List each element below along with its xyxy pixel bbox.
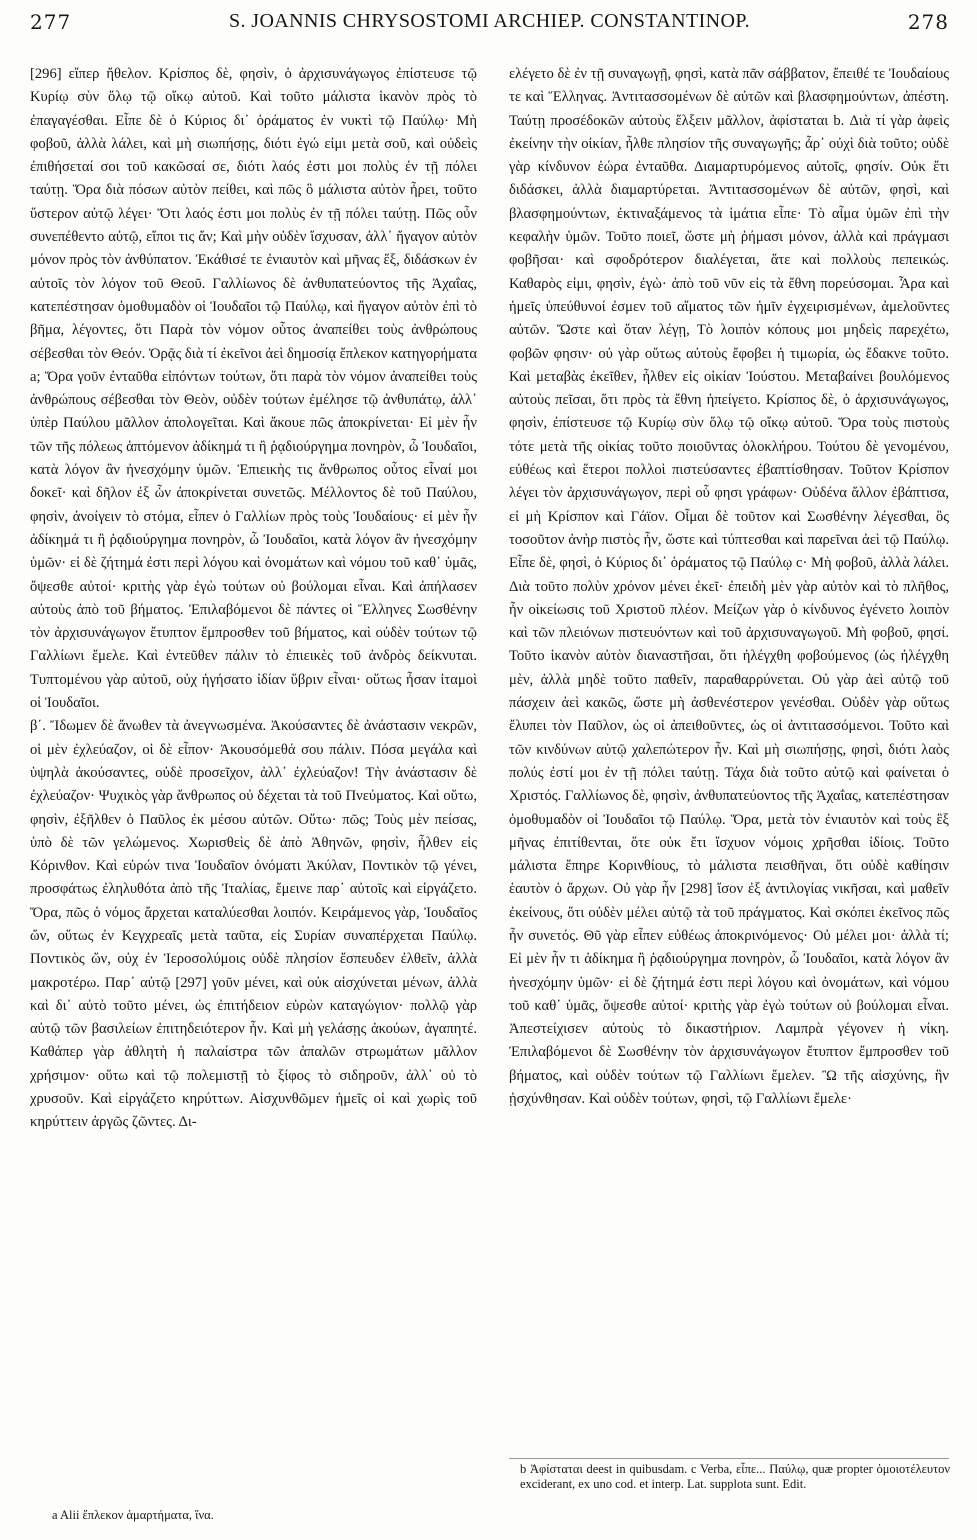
page-header — [30, 10, 949, 50]
right-paragraph-1: ελέγετο δὲ ἐν τῇ συναγωγῇ, φησὶ, κατὰ πᾶν σάββατον, ἔπειθέ τε Ἰουδαίους τε καὶ Ἕλληνας. Ἀντιτασσομένων δὲ αὐτῶν καὶ βλασφημούντων, ἀπέστη. Ταύτῃ προσέδοκῶν αὐτοὺς ἕλξειν μᾶλλον, ἀφίσταται b. Διὰ τί γὰρ ἀφεὶς ἐκείνην τὴν οἰκίαν, ἦλθε πλησίον τῆς συναγωγῆς; ἆρ᾽ οὐχὶ διὰ τοῦτο; οὐδὲ γὰρ κίνδυνον ἑώρα ἐνταῦθα. Διαμαρτυρόμενος αὐτοῖς, φησίν. Οὐκ ἔτι διδάσκει, ἀλλὰ διαμαρτύρεται. Ἀντιτασσομένων δὲ αὐτῶν, φησὶ, καὶ βλασφημούντων, ἐκτιναξάμενος τὰ ἱμάτια εἶπε· Τὸ αἷμα ὑμῶν ἐπὶ τὴν κεφαλὴν ὑμῶν. Τοῦτο ποιεῖ, ὥστε μὴ ῥήμασι μόνον, ἀλλὰ καὶ πράγμασι φοβῆσαι· καὶ σφοδρότερον διαλέγεται, ἅτε καὶ πολλοὺς πεπεικώς. Καθαρὸς εἰμι, φησὶν, ἐγὼ· ἀπὸ τοῦ νῦν εἰς τὰ ἔθνη πορεύσομαι. Ἆρα καὶ ἡμεῖς ὑπεύθυνοί ἐσμεν τοῦ αἵματος τῶν ἡμῖν ἐγχειρισμένων, ἀμελοῦντες αὐτῶν. Ὥστε καὶ ὅταν λέγῃ, Τὸ λοιπὸν κόπους μοι μηδεὶς παρεχέτω, φοβῶν φησιν· οὐ γὰρ οὕτως αὐτοὺς ἔφοβει ἡ τιμωρία, ὡς ἔδακνε τοῦτο. Καὶ μεταβὰς ἐκεῖθεν, ἦλθεν εἰς οἰκίαν Ἰούστου. Μεταβαίνει βουλόμενος αὐτοὺς πεῖσαι, ὅτι πρὸς τὰ ἔθνη ἡπείγετο. Κρίσπος δὲ, ὁ ἀρχισυνάγωγος, φησὶν, ἐπίστευσε τῷ Κυρίῳ σὺν ὅλῳ τῷ οἴκῳ αὐτοῦ. Ὅρα τοὺς πιστοὺς τότε μετὰ τῆς οἰκίας τοῦτο ποιοῦντας ὁλοκλήρου. Τούτου δὲ γενομένου, εὐθέως καὶ ἕτεροι πολλοὶ πιστεύσαντες ἐβαπτίσθησαν. Τοῦτον Κρίσπον λέγει τὸν ἀρχισυνάγωγον, περὶ οὗ φησι γράφων· Οὐδένα ἄλλον ἐβάπτισα, εἰ μὴ Κρίσπον καὶ Γάϊον. Οἶμαι δὲ τοῦτον καὶ Σωσθένην λέγεσθαι, ὃς τοσοῦτον ἀνὴρ πιστὸς ἦν, ὥστε καὶ τύπτεσθαι καὶ παρεῖναι ἀεὶ τῷ Παύλῳ. Εἶπε δὲ, φησὶ, ὁ Κύριος δι᾽ ὁράματος τῷ Παύλῳ c· Μὴ φοβοῦ, ἀλλὰ λάλει. Διὰ τοῦτο πολὺν χρόνον μένει ἐκεῖ· ἐπειδὴ μὲν γὰρ αὐτὸν καὶ τὸ πλῆθος, ἦν οἰκείωσις τοῦ Χριστοῦ πλέον. Μείζων γὰρ ὁ κίνδυνος ἐγένετο λοιπὸν καὶ τῶν πλειόνων πιστευόντων καὶ τοῦ ἀρχισυναγωγοῦ. Μὴ φοβοῦ, φησί. Τοῦτο ἱκανὸν αὐτὸν διαναστῆσαι, ὅτι ἠλέγχθη φοβούμενος (ὡς ἠλέγχθη μὲν, ἀλλὰ μηδὲ τοῦτο παθεῖν, παραθαρρύνεται. Οὐ γὰρ ἀεὶ αὐτῷ τοῦ πάσχειν ἀεὶ κακῶς, ὥστε μὴ ἀσθενέστερον γενέσθαι. Οὐδὲν γὰρ οὕτως ἔλυπει τὸν Παῦλον, ὡς οἱ ἀπειθοῦντες, ὡς οἱ ἀντιτασσόμενοι. Τοῦτο καὶ τῶν κινδύνων αὐτῷ χαλεπώτερον ἦν. Καὶ μὴ σιωπήσῃς, φησὶ, διότι λαὸς πολύς ἐστί μοι ἐν τῇ πόλει ταύτῃ. Τάχα διὰ τοῦτο αὐτῷ καὶ φαίνεται ὁ Χριστός. Γαλλίωνος δὲ, φησὶν, ἀνθυπατεύοντος τῆς Ἀχαΐας, κατεπέστησαν ὁμοθυμαδὸν οἱ Ἰουδαῖοι τῷ Παύλῳ. Ὅρα, μετὰ τὸν ἐνιαυτὸν καὶ τοὺς ἓξ μῆνας ἐπιτίθενται, ὅτε οὐκ ἔτι ἴσχυον νόμοις χρῆσθαι ἰδίοις. Τοῦτο μάλιστα ἔπηρε Κορινθίους, τὸ μάλιστα πεισθῆναι, ὅτι οὐδὲ καθίησιν ἑαυτὸν ὁ ἄρχων. Οὐ γὰρ ἦν [298] ἴσον ἐξ ἀντιλογίας νικῆσαι, καὶ μαθεῖν ἐκείνους, ὅτι οὐδὲν μέλει αὐτῷ τὰ τοῦ πράγματος. Καὶ σκόπει ἐκεῖνος πῶς ἦν συνετός. Θῦ γὰρ εἶπεν εὐθέως ἀποκρινόμενος· Οὐ μέλει μοι· ἀλλὰ τί; Εἰ μὲν ἦν τι ἀδίκημα ἢ ῥᾳδιούργημα πονηρὸν, ὦ Ἰουδαῖοι, κατὰ λόγον ἂν ἠνεσχόμην ὑμῶν· εἰ δὲ ζήτημά ἐστι περὶ λόγου καὶ ὀνομάτων, καὶ νόμου τοῦ καθ᾽ ὑμᾶς, ὄψεσθε αὐτοί· κριτὴς γὰρ ἐγὼ τούτων οὐ βούλομαι εἶναι. Ἀπεστείχισεν αὐτοὺς τὸ δικαστήριον. Λαμπρὰ γέγονεν ἡ νίκη. Ἐπιλαβόμενοι δὲ Σωσθένην τὸν ἀρχισυνάγωγον ἔτυπτον ἔμπροσθεν τοῦ βήματος, καὶ οὐδὲν τούτων τῷ Γαλλίωνι ἔμελεν. Ὢ τῆς αἰσχύνης, ἣν ᾐσχύνθησαν. Καὶ οὐδὲν τούτων, φησὶ, τῷ Γαλλίωνι ἔμελε· — [509, 66, 949, 1108]
footnote-left: a Alii ἔπλεκον ἁμαρτήματα, ἵνα. — [52, 1508, 214, 1522]
right-column — [509, 63, 949, 1448]
left-paragraph-2: β΄. Ἴδωμεν δὲ ἄνωθεν τὰ ἀνεγνωσμένα. Ἀκούσαντες δὲ ἀνάστασιν νεκρῶν, οἱ μὲν ἐχλεύαζον, οἱ δὲ εἶπον· Ἀκουσόμεθά σου πάλιν. Πόσα μεγάλα καὶ ὑψηλὰ ἀκούσαντες, οὐδὲ προσεῖχον, ἀλλ᾽ ἐχλεύαζον! Τὴν ἀνάστασιν δὲ ἐχλεύαζον· Ψυχικὸς γὰρ ἄνθρωπος οὐ δέχεται τὰ τοῦ Πνεύματος. Καὶ οὕτω, φησὶν, ἐξῆλθεν ὁ Παῦλος ἐκ μέσου αὐτῶν. Οὕτω· πῶς; Τοὺς μὲν πείσας, ὑπὸ δὲ τῶν γελώμενος. Χωρισθεὶς δὲ ἀπὸ Ἀθηνῶν, φησὶν, ἦλθεν εἰς Κόρινθον. Καὶ εὑρών τινα Ἰουδαῖον ὀνόματι Ἀκύλαν, Ποντικὸν τῷ γένει, προσφάτως ἐληλυθότα ἀπὸ τῆς Ἰταλίας, ἔμεινε παρ᾽ αὐτοῖς καὶ εἰργάζετο. Ὅρα, πῶς ὁ νόμος ἄρχεται καταλύεσθαι λοιπόν. Κειράμενος γὰρ, Ἰουδαῖος ὤν, οὕτως ἐν Κεγχρεαῖς μετὰ ταῦτα, εἰς Συρίαν συναπέρχεται Παύλῳ. Ποντικὸς ὤν, οὐχ ἐν Ἱεροσολύμοις οὐδὲ πλησίον ἔσπευδεν ἐλθεῖν, ἀλλὰ μακροτέρω. Παρ᾽ αὐτῷ [297] γοῦν μένει, καὶ οὐκ αἰσχύνεται μένων, ἀλλὰ καὶ δι᾽ αὐτὸ τοῦτο μένει, ὡς ἐπιτήδειον εὑρὼν καταγώγιον· πολλῷ γὰρ αὐτῷ τῶν βασιλείων ἐπιτηδειότερον ἦν. Καὶ μὴ γελάσῃς ἀκούων, ἀγαπητέ. Καθάπερ γὰρ ἀθλητὴ ἡ παλαίστρα τῶν ἁπαλῶν στρωμάτων μᾶλλον χρήσιμον· οὕτω καὶ τῷ πολεμιστῇ τὸ ξίφος τὸ σιδηροῦν, ἀλλ᾽ οὐ τὸ χρυσοῦν. Καὶ εἰργάζετο κηρύττων. Αἰσχυνθῶμεν ἡμεῖς οἱ καὶ χωρὶς τοῦ κηρύττειν ἀργῶς ζῶντες. Δι- — [30, 718, 477, 1131]
footnote-right: b Ἀφίσταται deest in quibusdam. c Verba, εἶπε... Παύλῳ, quæ propter ὁμοιοτέλευτον exciderant, ex uno cod. et interp. Lat. supplota sunt. Edit. — [520, 1462, 950, 1491]
left-paragraph-1: [296] εἴπερ ἤθελον. Κρίσπος δὲ, φησὶν, ὁ ἀρχισυνάγωγος ἐπίστευσε τῷ Κυρίῳ σὺν ὅλῳ τῷ οἴκῳ αὐτοῦ. Καὶ τοῦτο μάλιστα ἱκανὸν πρὸς τὸ ἐπαγαγέσθαι. Εἶπε δὲ ὁ Κύριος δι᾽ ὁράματος ἐν νυκτὶ τῷ Παύλῳ· Μὴ φοβοῦ, ἀλλὰ λάλει, καὶ μὴ σιωπήσῃς, διότι ἐγώ εἰμι μετὰ σοῦ, καὶ οὐδεὶς ἐπιθήσεταί σοι τοῦ κακῶσαί σε, διότι λαός ἐστι μοι πολὺς ἐν τῇ πόλει ταύτῃ. Ὅρα διὰ πόσων αὐτὸν πείθει, καὶ πῶς ὃ μάλιστα αὐτὸν ἦρει, τοῦτο ὕστερον αὐτῷ λέγει· Ὅτι λαός ἐστι μοι πολὺς ἐν τῇ πόλει ταύτῃ. Πῶς οὖν συνεπέθεντο αὐτῷ, εἴποι τις ἄν; Καὶ μὴν οὐδὲν ἴσχυσαν, ἀλλ᾽ ἤγαγον αὐτὸν μόνον πρὸς τὸν ἀνθύπατον. Ἐκάθισέ τε ἐνιαυτὸν καὶ μῆνας ἕξ, διδάσκων ἐν αὐτοῖς τὸν λόγον τοῦ Θεοῦ. Γαλλίωνος δὲ ἀνθυπατεύοντος τῆς Ἀχαΐας, κατεπέστησαν ὁμοθυμαδὸν οἱ Ἰουδαῖοι τῷ Παύλῳ, καὶ ἤγαγον αὐτὸν ἐπὶ τὸ βῆμα, λέγοντες, ὅτι Παρὰ τὸν νόμον οὗτος ἀναπείθει τοὺς ἀνθρώπους σέβεσθαι τὸν Θεόν. Ὁρᾷς διὰ τί ἐκεῖνοι ἀεὶ δημοσίᾳ ἔπλεκον κατηγορήματα a; Ὅρα γοῦν ἐνταῦθα εἰπόντων τούτων, ὅτι παρὰ τὸν νόμον ἀναπείθει τοὺς ἀνθρώπους σέβεσθαι τὸν Θεὸν, οὐδὲν τούτων ἐμέλησε τῷ ἀνθυπάτῳ, ἀλλ᾽ ὑπὲρ Παύλου μᾶλλον ἀπολογεῖται. Καὶ ἄκουε πῶς ἀποκρίνεται· Εἰ μὲν ἦν τῶν τῆς πόλεως ἁπτόμενον ἀδίκημά τι ἢ ῥᾳδιούργημα πονηρὸν, ὦ Ἰουδαῖοι, κατὰ λόγον ἂν ἠνεσχόμην ὑμῶν. Ἐπιεικὴς τις ἄνθρωπος οὗτος εἶναί μοι δοκεῖ· καὶ δῆλον ἐξ ὧν ἀποκρίνεται συνετῶς. Μέλλοντος δὲ τοῦ Παύλου, φησὶν, ἀνοίγειν τὸ στόμα, εἶπεν ὁ Γαλλίων πρὸς τοὺς Ἰουδαίους· εἰ μὲν ἦν ἀδίκημά τι ἢ ῥᾳδιούργημα πονηρὸν, ὦ Ἰουδαῖοι, κατὰ λόγον ἂν ἠνεσχόμην ὑμῶν· εἰ δὲ ζήτημά ἐστι περὶ λόγου καὶ ὀνομάτων καὶ νόμου τοῦ καθ᾽ ὑμᾶς, ὄψεσθε αὐτοί· κριτὴς γὰρ ἐγὼ τούτων οὐ βούλομαι εἶναι. Καὶ ἀπήλασεν αὐτοὺς ἀπὸ τοῦ βήματος. Ἐπιλαβόμενοι δὲ πάντες οἱ Ἕλληνες Σωσθένην τὸν ἀρχισυνάγωγον ἔτυπτον ἔμπροσθεν τοῦ βήματος, καὶ οὐδὲν τούτων τῷ Γαλλίωνι ἔμελε. Καὶ ἐντεῦθεν πάλιν τὸ ἐπιεικὲς τοῦ ἀνδρὸς δείκνυται. Τυπτομένου γὰρ αὐτοῦ, οὐχ ἡγήσατο ἰδίαν ὕβριν εἶναι· οὕτως ἦσαν ἰταμοὶ οἱ Ἰουδαῖοι. — [30, 66, 477, 712]
running-title: S. JOANNIS CHRYSOSTOMI ARCHIEP. CONSTANTINOP. — [228, 10, 751, 32]
left-column — [30, 63, 477, 1473]
page-number-right: 278 — [907, 10, 949, 34]
footnote-rule — [509, 1458, 949, 1459]
page-number-left: 277 — [30, 10, 72, 34]
